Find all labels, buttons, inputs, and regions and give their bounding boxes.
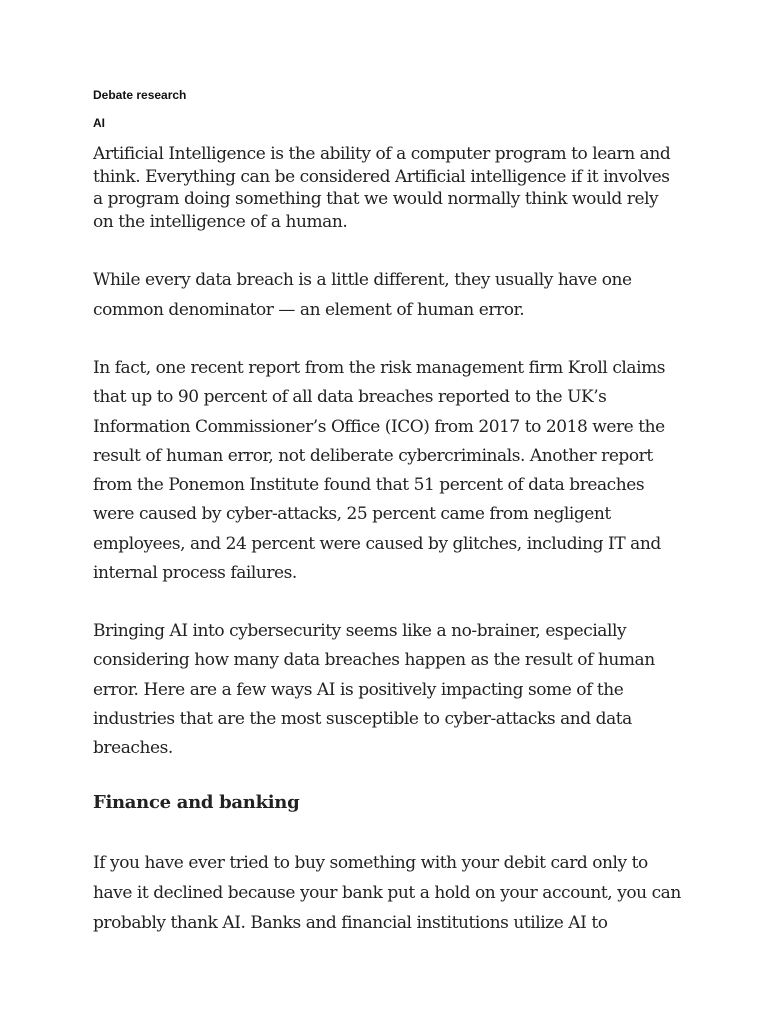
paragraph-ai-cybersecurity: Bringing AI into cybersecurity seems like a no-brainer, especially considering how many data breaches happen as the result of human error. Here are a few ways AI is positively impacting some of the industries that are the most susceptible to cyber-attacks and data breaches.: [93, 621, 655, 759]
paragraph-breach-statistics: In fact, one recent report from the risk management firm Kroll claims that up to 90 percent of all data breaches reported to the UK’s Information Commissioner’s Office (ICO) from 2017 to 2018 were the result of human error, not deliberate cybercriminals. Another report from the Ponemon Institute found that 51 percent of data breaches were caused by cyber-attacks, 25 percent came from negligent employees, and 24 percent were caused by glitches, including IT and internal process failures.: [93, 358, 666, 584]
document-subtitle: AI: [93, 116, 105, 130]
section-heading: Finance and banking: [93, 792, 300, 813]
paragraph-finance-banking: If you have ever tried to buy something with your debit card only to have it declined because your bank put a hold on your account, you can probably thank AI. Banks and financial institutions utilize AI to: [93, 853, 681, 933]
document-title: Debate research: [93, 88, 187, 102]
paragraph-ai-definition: Artificial Intelligence is the ability of a computer program to learn and think. Everything can be considered Artificial intelligence if it involves a program doing something that we would normally think would rely on the intelligence of a human.: [93, 144, 671, 232]
paragraph-human-error: While every data breach is a little different, they usually have one common denominator — an element of human error.: [93, 270, 632, 320]
